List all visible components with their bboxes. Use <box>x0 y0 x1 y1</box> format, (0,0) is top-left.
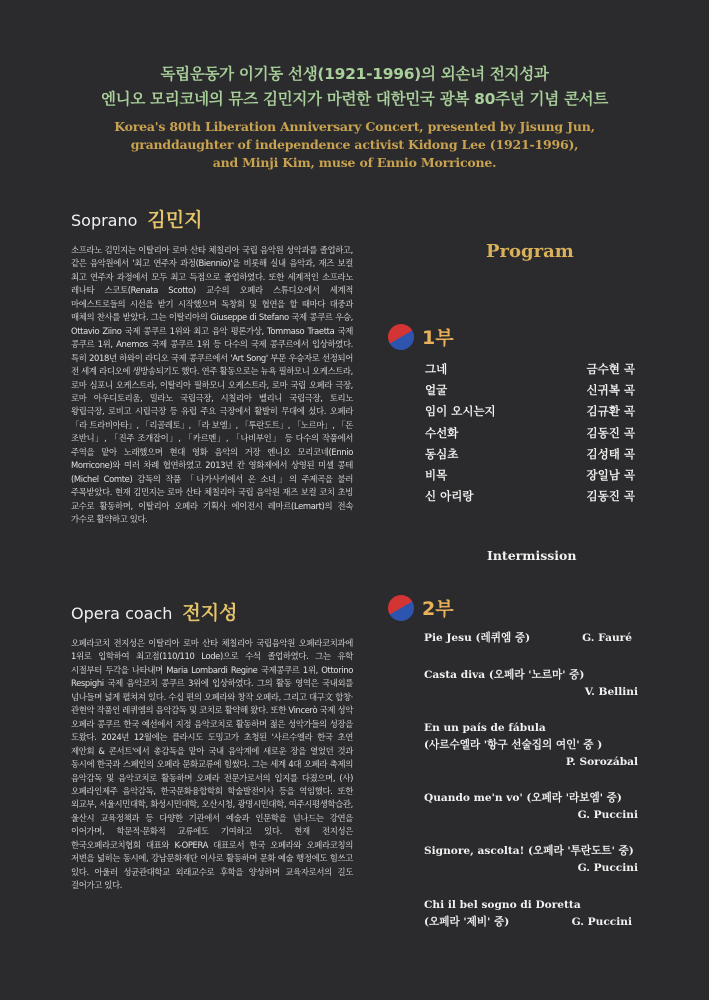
list-item <box>425 446 635 467</box>
song-title: 신 아리랑 <box>425 489 474 504</box>
part-2-label: 2부 <box>422 598 454 620</box>
soprano-section <box>71 205 353 527</box>
program-title: Program <box>486 241 574 262</box>
list-item <box>424 667 638 701</box>
intermission-label: Intermission <box>487 548 577 563</box>
song-subtitle: (사르수엘라 '항구 선술집의 여인' 중 ) <box>424 739 603 751</box>
soprano-heading <box>71 205 353 232</box>
part-1-heading <box>388 323 454 350</box>
english-title-line-2: granddaughter of independence activist Kidong Lee (1921-1996), <box>130 137 579 152</box>
coach-section <box>71 598 353 893</box>
song-title: En un país de fábula <box>424 722 546 734</box>
list-item <box>424 897 638 931</box>
song-composer: G. Fauré <box>582 632 632 644</box>
song-composer: G. Puccini <box>577 809 638 821</box>
korean-title-line-1: 독립운동가 이기동 선생(1921-1996)의 외손녀 전지성과 <box>160 65 549 83</box>
song-composer: 김규환 곡 <box>586 404 635 419</box>
coach-name: 전지성 <box>182 602 238 624</box>
taegeuk-icon <box>383 319 419 355</box>
list-item <box>424 843 638 877</box>
song-composer: 신귀복 곡 <box>586 383 635 398</box>
list-item <box>424 630 638 647</box>
coach-bio: 오페라코치 전지성은 이탈리아 로마 산타 체칠리아 국립음악원 오페라코치과에 1위로 입학하여 최고점(110/110 Lode)으로 수석 졸업하였다. 그는 유학 시절부터 두각을 나타내며 Maria Lombardi Regine 국제콩쿠르 1위, Ottorino Respighi 국제 음악코치 콩쿠르 3위에 입상하였다. 그의 활동 영역은 국내외를 넘나들며 넓게 펼쳐져 있다. 수십 편의 오페라와 창작 오페라, 그리고 대구文 합창·관현악 작품인 레퀴엠의 음악감독 및 코치로 활약해 왔다. 또한 Vincerò 국제 성악 오페라 콩쿠르 한국 예선에서 지정 음악코치로 활동하며 젊은 성악가들의 성장을 도왔다. 2024년 12월에는 플라시도 도밍고가 초청된 '사르수엘라 한국 초연 제안회 & 콘서트'에서 총감독을 맡아 국내 음악계에 새로운 장을 열었던 것과 동시에 한국과 스페인의 오페라 문화교류에 힘썼다. 그는 세계 4대 오페라 축제의 음악감독 및 음악코치로 활동하며 오페라 전문가로서의 입지를 다졌으며, (사)오페라인제주 음악감독, 한국문화융합학회 학술발전이사 등을 역임했다. 또한 외교부, 서울시민대학, 화성시민대학, 오산시청, 광명시민대학, 여주시평생학습관, 울산시 교육정책과 등 다양한 기관에서 예술과 인문학을 넘나드는 강연을 이어가며, 학문적·문화적 교류에도 기여하고 있다. 현재 전지성은 한국오페라코치협회 대표와 K-OPERA 대표로서 한국 오페라와 오페라코칭의 저변을 넓히는 동시에, 강남문화재단 이사로 활동하며 문화 예술 행정에도 힘쓰고 있다. 아울러 성균관대학교 외래교수로 후학을 양성하며 교육자로서의 길도 걸어가고 있다. <box>71 638 353 891</box>
part-2-heading <box>388 594 454 621</box>
list-item <box>425 488 635 509</box>
song-subtitle: (오페라 '제비' 중) <box>424 916 510 928</box>
song-composer: 김성태 곡 <box>586 446 635 461</box>
song-composer: 김동진 곡 <box>586 489 635 504</box>
song-title: 얼굴 <box>425 383 448 398</box>
english-title-line-1: Korea's 80th Liberation Anniversary Concert, presented by Jisung Jun, <box>114 119 595 134</box>
song-composer: 김동진 곡 <box>586 425 635 440</box>
song-composer: 장일남 곡 <box>586 467 635 482</box>
english-title-line-3: and Minji Kim, muse of Ennio Morricone. <box>212 155 497 170</box>
song-title: 비목 <box>425 467 448 482</box>
coach-role: Opera coach <box>71 604 173 623</box>
part-1-list <box>425 361 635 509</box>
coach-heading <box>71 598 353 625</box>
list-item <box>425 382 635 403</box>
concert-header <box>0 62 709 172</box>
korean-title-line-2: 엔니오 모리코네의 뮤즈 김민지가 마련한 대한민국 광복 80주년 기념 콘서트 <box>100 90 609 108</box>
song-composer: V. Bellini <box>584 686 638 698</box>
song-title: 그네 <box>425 362 448 376</box>
song-title: Pie Jesu (레퀴엠 중) <box>424 632 531 644</box>
song-composer: G. Puccini <box>571 916 632 928</box>
soprano-bio: 소프라노 김민지는 이탈리아 로마 산타 체칠리아 국립 음악원 성악과를 졸업하고, 같은 음악원에서 '최고 연주자 과정(Biennio)'을 비롯해 실내 음악과, 재즈 보컬 최고 연주자 과정에서 모두 최고 득점으로 졸업하였다. 또한 세계적인 소프라노 레나타 스코토(Renata Scotto) 교수의 오페라 스튜디오에서 세계적 마에스트로들의 시선을 받기 시작했으며 독창회 및 협연을 할 때마다 대중과 매체의 찬사를 받았다. 그는 이탈리아의 Giuseppe di Stefano 국제 콩쿠르 우승, Ottavio Ziino 국제 콩쿠르 1위와 최고 음악 평론가상, Tommaso Traetta 국제 콩쿠르 1위, Anemos 국제 콩쿠르 1위 등 다수의 국제 콩쿠르에서 입상하였다. 특히 2018년 하와이 라디오 국제 콩쿠르에서 'Art Song' 부문 우승자로 선정되어 전 세계 라디오에 생방송되기도 했다. 연주 활동으로는 뉴욕 필하모니 오케스트라, 로마 심포니 오케스트라, 이탈리아 필하모니 오케스트라, 로마 국립 오페라 극장, 로마 아우디토리움, 밀라노 국립극장, 시칠리아 벨리니 국립극장, 토리노 왕립극장, 로비고 시립극장 등 유럽 주요 극장에서 활발히 무대에 섰다. 오페라 「라 트라비아타」, 「리골레토」, 「라 보엠」, 「투란도트」, 「노르마」, 「돈 조반니」, 「진주 조개잡이」, 「카르멘」, 「나비부인」 등 다수의 작품에서 주역을 맡아 노래했으며 현대 영화 음악의 거장 엔니오 모리코네(Ennio Morricone)와 여러 차례 협연하였고 2013년 칸 영화제에서 상영된 미셸 콩테(Michel Comte) 감독의 작품 「나가사키에서 온 소녀」의 주제곡을 불러 주목받았다. 현재 김민지는 로마 산타 체칠리아 국립 음악원 재즈 보컬 코치 초빙 교수로 활동하며, 이탈리아 오페라 기획사 에이전시 레마르(Lemart)의 전속 가수로 활약하고 있다. <box>71 245 353 525</box>
soprano-role: Soprano <box>71 211 138 230</box>
list-item <box>425 467 635 488</box>
list-item <box>424 790 638 824</box>
song-composer: 금수현 곡 <box>586 362 635 376</box>
part-1-label: 1부 <box>422 327 454 349</box>
song-title: Chi il bel sogno di Doretta <box>424 899 581 911</box>
list-item <box>425 361 635 382</box>
song-title: 임이 오시는지 <box>425 404 496 419</box>
song-title: Quando me'n vo' (오페라 '라보엠' 중) <box>424 792 622 804</box>
soprano-name: 김민지 <box>147 209 203 231</box>
song-composer: P. Sorozábal <box>565 756 638 768</box>
song-title: 수선화 <box>425 425 459 440</box>
list-item <box>424 720 638 771</box>
english-title <box>0 118 709 172</box>
song-title: Signore, ascolta! (오페라 '투란도트' 중) <box>424 845 634 857</box>
list-item <box>425 403 635 424</box>
taegeuk-icon <box>383 590 419 626</box>
song-composer: G. Puccini <box>577 862 638 874</box>
song-title: Casta diva (오페라 '노르마' 중) <box>424 669 585 681</box>
song-title: 동심초 <box>425 446 459 461</box>
list-item <box>425 425 635 446</box>
